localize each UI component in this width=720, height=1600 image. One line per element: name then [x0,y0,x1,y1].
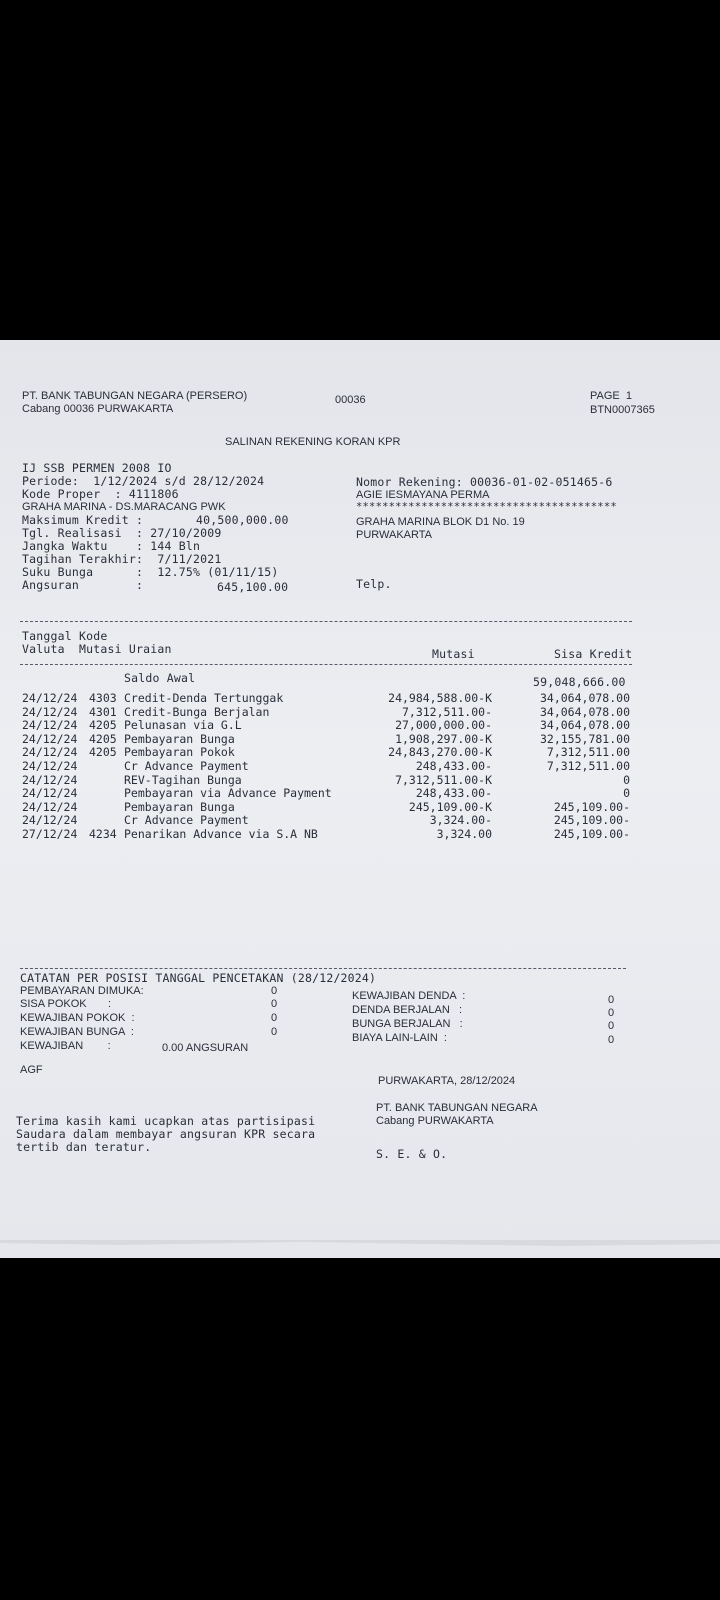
transaction-sisa-kredit: 245,109.00- [553,813,630,828]
transaction-description: Pembayaran Pokok [124,745,235,760]
transaction-sisa-kredit: 7,312,511.00 [546,759,630,773]
transaction-date: 24/12/24 [22,786,78,801]
saldo-awal-value: 59,048,666.00 [533,675,626,689]
transaction-code: 4234 [89,827,117,841]
bunga-berjalan-value: 0 [608,1020,615,1032]
customer-address: GRAHA MARINA BLOK D1 No. 19 [356,516,525,528]
angsuran-label: Angsuran : [22,578,144,592]
transaction-date: 24/12/24 [22,691,78,705]
transaction-mutasi: 3,324.00- [429,813,492,828]
transaction-description: Pembayaran Bunga [124,731,235,746]
periode: Periode: 1/12/2024 s/d 28/12/2024 [22,474,265,488]
table-row [22,801,642,814]
jangka-waktu: Jangka Waktu : 144 Bln [22,539,201,553]
kewajiban-pokok-label: KEWAJIBAN POKOK : [20,1012,135,1024]
transaction-date: 24/12/24 [22,704,78,719]
place-date: PURWAKARTA, 28/12/2024 [378,1075,516,1087]
transaction-sisa-kredit: 7,312,511.00 [546,745,630,760]
program-name: IJ SSB PERMEN 2008 IO [22,461,172,475]
project-name: GRAHA MARINA - DS.MARACANG PWK [22,501,226,513]
transaction-sisa-kredit: 0 [623,786,630,801]
kewajiban-bunga-label: KEWAJIBAN BUNGA : [20,1026,134,1038]
maksimum-kredit-value: 40,500,000.00 [196,513,289,527]
pembayaran-dimuka-value: 0 [271,985,278,997]
branch-name: Cabang 00036 PURWAKARTA [22,403,174,415]
transaction-date: 24/12/24 [22,799,78,814]
table-row [22,692,642,705]
transaction-mutasi: 7,312,511.00-K [395,772,492,787]
kewajiban-denda-value: 0 [608,994,615,1006]
transaction-code: 4303 [89,691,117,705]
transaction-date: 24/12/24 [22,718,78,733]
transaction-description: Cr Advance Payment [124,759,249,773]
column-mutasi: Mutasi [432,647,475,661]
transaction-sisa-kredit: 245,109.00- [553,799,630,814]
transaction-code: 4205 [89,718,117,733]
s-e-o-mark: S. E. & O. [376,1147,448,1161]
thanks-line-1: Terima kasih kami ucapkan atas partisipasi [16,1114,316,1128]
angsuran-value: 645,100.00 [217,580,289,594]
branch-code: 00036 [335,394,366,406]
transaction-sisa-kredit: 34,064,078.00 [539,718,630,733]
notes-rule [20,968,626,969]
transaction-code: 4301 [89,704,117,719]
page-number: PAGE 1 [590,390,632,402]
table-row [22,733,642,746]
transaction-description: REV-Tagihan Bunga [124,772,242,787]
kewajiban-bunga-value: 0 [271,1026,278,1038]
footer-bank-name: PT. BANK TABUNGAN NEGARA [376,1102,538,1114]
table-row [22,814,642,827]
kode-proper: Kode Proper : 4111806 [22,487,179,501]
denda-berjalan-value: 0 [608,1007,615,1019]
transaction-date: 24/12/24 [22,759,78,773]
table-row [22,746,642,759]
transaction-date: 24/12/24 [22,772,78,787]
biaya-lain-value: 0 [608,1034,615,1046]
sisa-pokok-label: SISA POKOK : [20,998,112,1010]
thanks-line-3: tertib dan teratur. [16,1140,152,1154]
denda-berjalan-label: DENDA BERJALAN : [352,1004,463,1016]
paper-torn-edge [0,1240,720,1258]
column-sisa-kredit: Sisa Kredit [554,647,633,661]
transaction-description: Pembayaran Bunga [124,799,235,814]
transaction-date: 24/12/24 [22,813,78,828]
telp-label: Telp. [356,577,392,591]
transaction-mutasi: 24,984,588.00-K [388,691,492,705]
table-row [22,787,642,800]
transaction-mutasi: 3,324.00 [436,827,492,841]
star-separator: **************************************** [356,501,617,513]
customer-city: PURWAKARTA [356,529,432,541]
suku-bunga: Suku Bunga : 12.75% (01/11/15) [22,565,279,579]
officer-initials: AGF [20,1064,43,1076]
nomor-rekening: Nomor Rekening: 00036-01-02-051465-6 [356,475,613,489]
table-header-line1: Tanggal Kode [22,629,108,643]
customer-name: AGIE IESMAYANA PERMA [356,489,490,501]
transaction-sisa-kredit: 0 [623,772,630,787]
sisa-pokok-value: 0 [271,998,278,1010]
transaction-description: Penarikan Advance via S.A NB [124,827,318,841]
transaction-description: Pembayaran via Advance Payment [124,786,332,801]
tagihan-terakhir: Tagihan Terakhir: 7/11/2021 [22,552,222,566]
table-header-line2: Valuta Mutasi Uraian [22,642,172,656]
notes-title: CATATAN PER POSISI TANGGAL PENCETAKAN (28/12/2024) [20,971,377,985]
transaction-description: Pelunasan via G.L [124,718,242,733]
transaction-sisa-kredit: 245,109.00- [553,827,630,841]
transaction-mutasi: 248,433.00- [415,786,492,801]
table-row [22,719,642,732]
transaction-mutasi: 7,312,511.00- [401,704,492,719]
transaction-mutasi: 1,908,297.00-K [395,731,492,746]
document-title: SALINAN REKENING KORAN KPR [225,436,401,448]
saldo-awal-label: Saldo Awal [124,671,196,685]
table-row [22,828,642,841]
kewajiban-label: KEWAJIBAN : [20,1040,111,1052]
transaction-date: 24/12/24 [22,731,78,746]
table-header-rule [20,664,632,665]
transaction-description: Cr Advance Payment [124,813,249,828]
document-id: BTN0007365 [590,404,655,416]
table-row [22,774,642,787]
maksimum-kredit-label: Maksimum Kredit : [22,513,144,527]
transaction-sisa-kredit: 34,064,078.00 [539,704,630,719]
transaction-mutasi: 27,000,000.00- [395,718,492,733]
kewajiban-value: 0.00 ANGSURAN [162,1042,249,1054]
pembayaran-dimuka-label: PEMBAYARAN DIMUKA: [20,985,144,997]
transaction-description: Credit-Denda Tertunggak [124,691,284,705]
statement-paper [0,340,720,1258]
transaction-mutasi: 24,843,270.00-K [388,745,492,760]
transaction-code: 4205 [89,745,117,760]
footer-bank-branch: Cabang PURWAKARTA [376,1115,494,1127]
transaction-code: 4205 [89,731,117,746]
transaction-description: Credit-Bunga Berjalan [124,704,270,719]
biaya-lain-label: BIAYA LAIN-LAIN : [352,1032,447,1044]
transaction-date: 27/12/24 [22,827,78,841]
transaction-mutasi: 248,433.00- [415,759,492,773]
bunga-berjalan-label: BUNGA BERJALAN : [352,1018,463,1030]
company-name: PT. BANK TABUNGAN NEGARA (PERSERO) [22,390,248,402]
thanks-line-2: Saudara dalam membayar angsuran KPR secara [16,1127,316,1141]
table-row [22,706,642,719]
kewajiban-pokok-value: 0 [271,1012,278,1024]
kewajiban-denda-label: KEWAJIBAN DENDA : [352,990,466,1002]
table-row [22,760,642,773]
tgl-realisasi: Tgl. Realisasi : 27/10/2009 [22,526,222,540]
table-top-rule [20,621,632,622]
transaction-date: 24/12/24 [22,745,78,760]
transaction-sisa-kredit: 32,155,781.00 [539,731,630,746]
transaction-mutasi: 245,109.00-K [408,799,492,814]
transaction-sisa-kredit: 34,064,078.00 [539,691,630,705]
